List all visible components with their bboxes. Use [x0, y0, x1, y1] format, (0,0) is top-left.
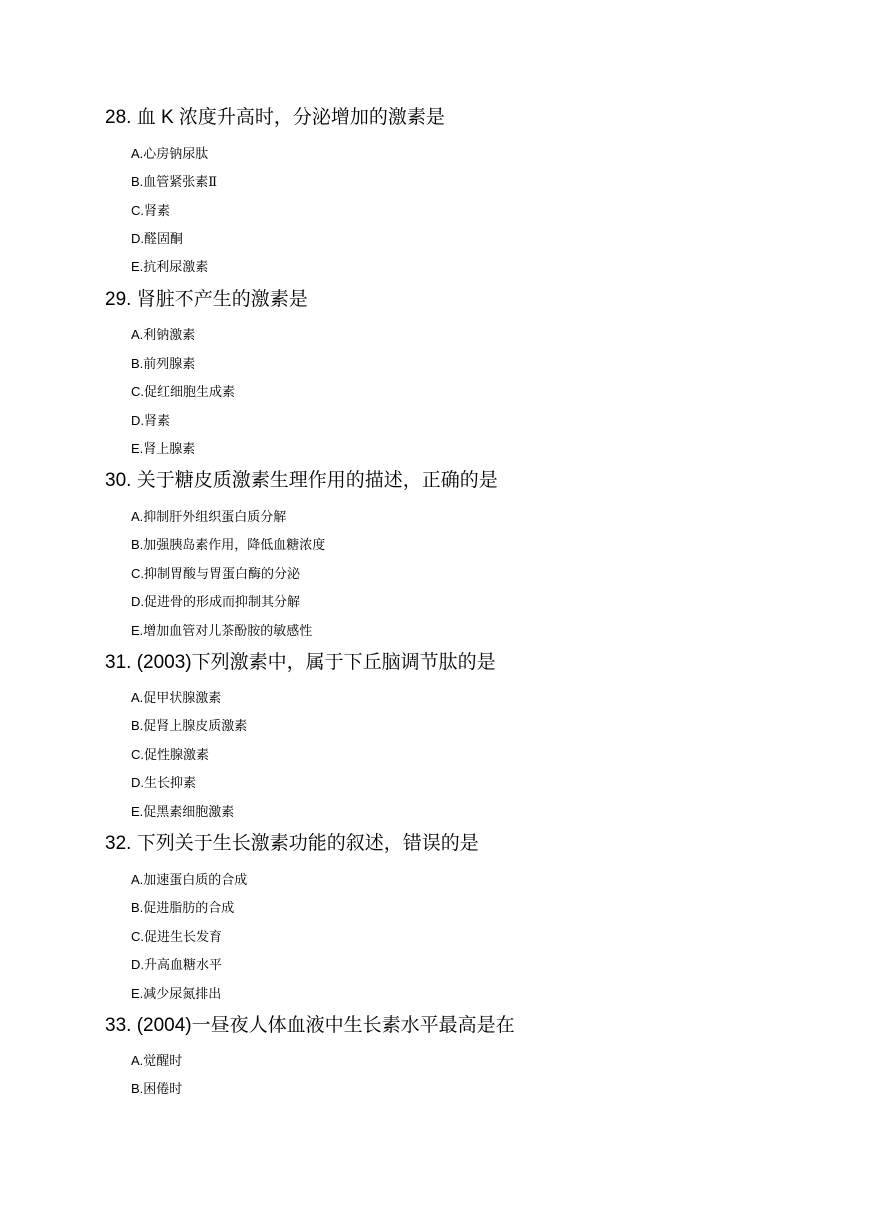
option-d: D.促进骨的形成而抑制其分解 [131, 594, 301, 610]
option-c: C.促红细胞生成素 [131, 384, 236, 400]
option-c: C.肾素 [131, 203, 171, 219]
option-b: B.促进脂肪的合成 [131, 900, 235, 916]
question-title: 28. 血 K 浓度升高时，分泌增加的激素是 [105, 107, 445, 128]
option-e: E.增加血管对儿茶酚胺的敏感性 [131, 623, 313, 639]
option-d: D.肾素 [131, 413, 171, 429]
question-title: 31. (2003)下列激素中，属于下丘脑调节肽的是 [105, 652, 496, 673]
question-title: 32. 下列关于生长激素功能的叙述，错误的是 [105, 833, 479, 854]
option-a: A.觉醒时 [131, 1053, 183, 1069]
option-e: E.抗利尿激素 [131, 259, 209, 275]
option-e: E.减少尿氮排出 [131, 986, 222, 1002]
question-title: 30. 关于糖皮质激素生理作用的描述，正确的是 [105, 470, 498, 491]
option-d: D.醛固酮 [131, 231, 184, 247]
option-c: C.促性腺激素 [131, 747, 210, 763]
option-d: D.升高血糖水平 [131, 957, 223, 973]
option-b: B.促肾上腺皮质激素 [131, 718, 248, 734]
option-b: B.加强胰岛素作用，降低血糖浓度 [131, 537, 326, 553]
option-e: E.肾上腺素 [131, 441, 196, 457]
question-title: 33. (2004)一昼夜人体血液中生长素水平最高是在 [105, 1015, 515, 1036]
option-b: B.困倦时 [131, 1081, 183, 1097]
option-c: C.促进生长发育 [131, 929, 223, 945]
option-a: A.心房钠尿肽 [131, 146, 209, 162]
option-a: A.抑制肝外组织蛋白质分解 [131, 509, 287, 525]
option-a: A.促甲状腺激素 [131, 690, 222, 706]
option-d: D.生长抑素 [131, 775, 197, 791]
option-e: E.促黑素细胞激素 [131, 804, 235, 820]
option-b: B.血管紧张素Ⅱ [131, 174, 218, 190]
question-title: 29. 肾脏不产生的激素是 [105, 289, 308, 310]
option-c: C.抑制胃酸与胃蛋白酶的分泌 [131, 566, 301, 582]
option-a: A.加速蛋白质的合成 [131, 872, 248, 888]
option-a: A.利钠激素 [131, 327, 196, 343]
option-b: B.前列腺素 [131, 356, 196, 372]
